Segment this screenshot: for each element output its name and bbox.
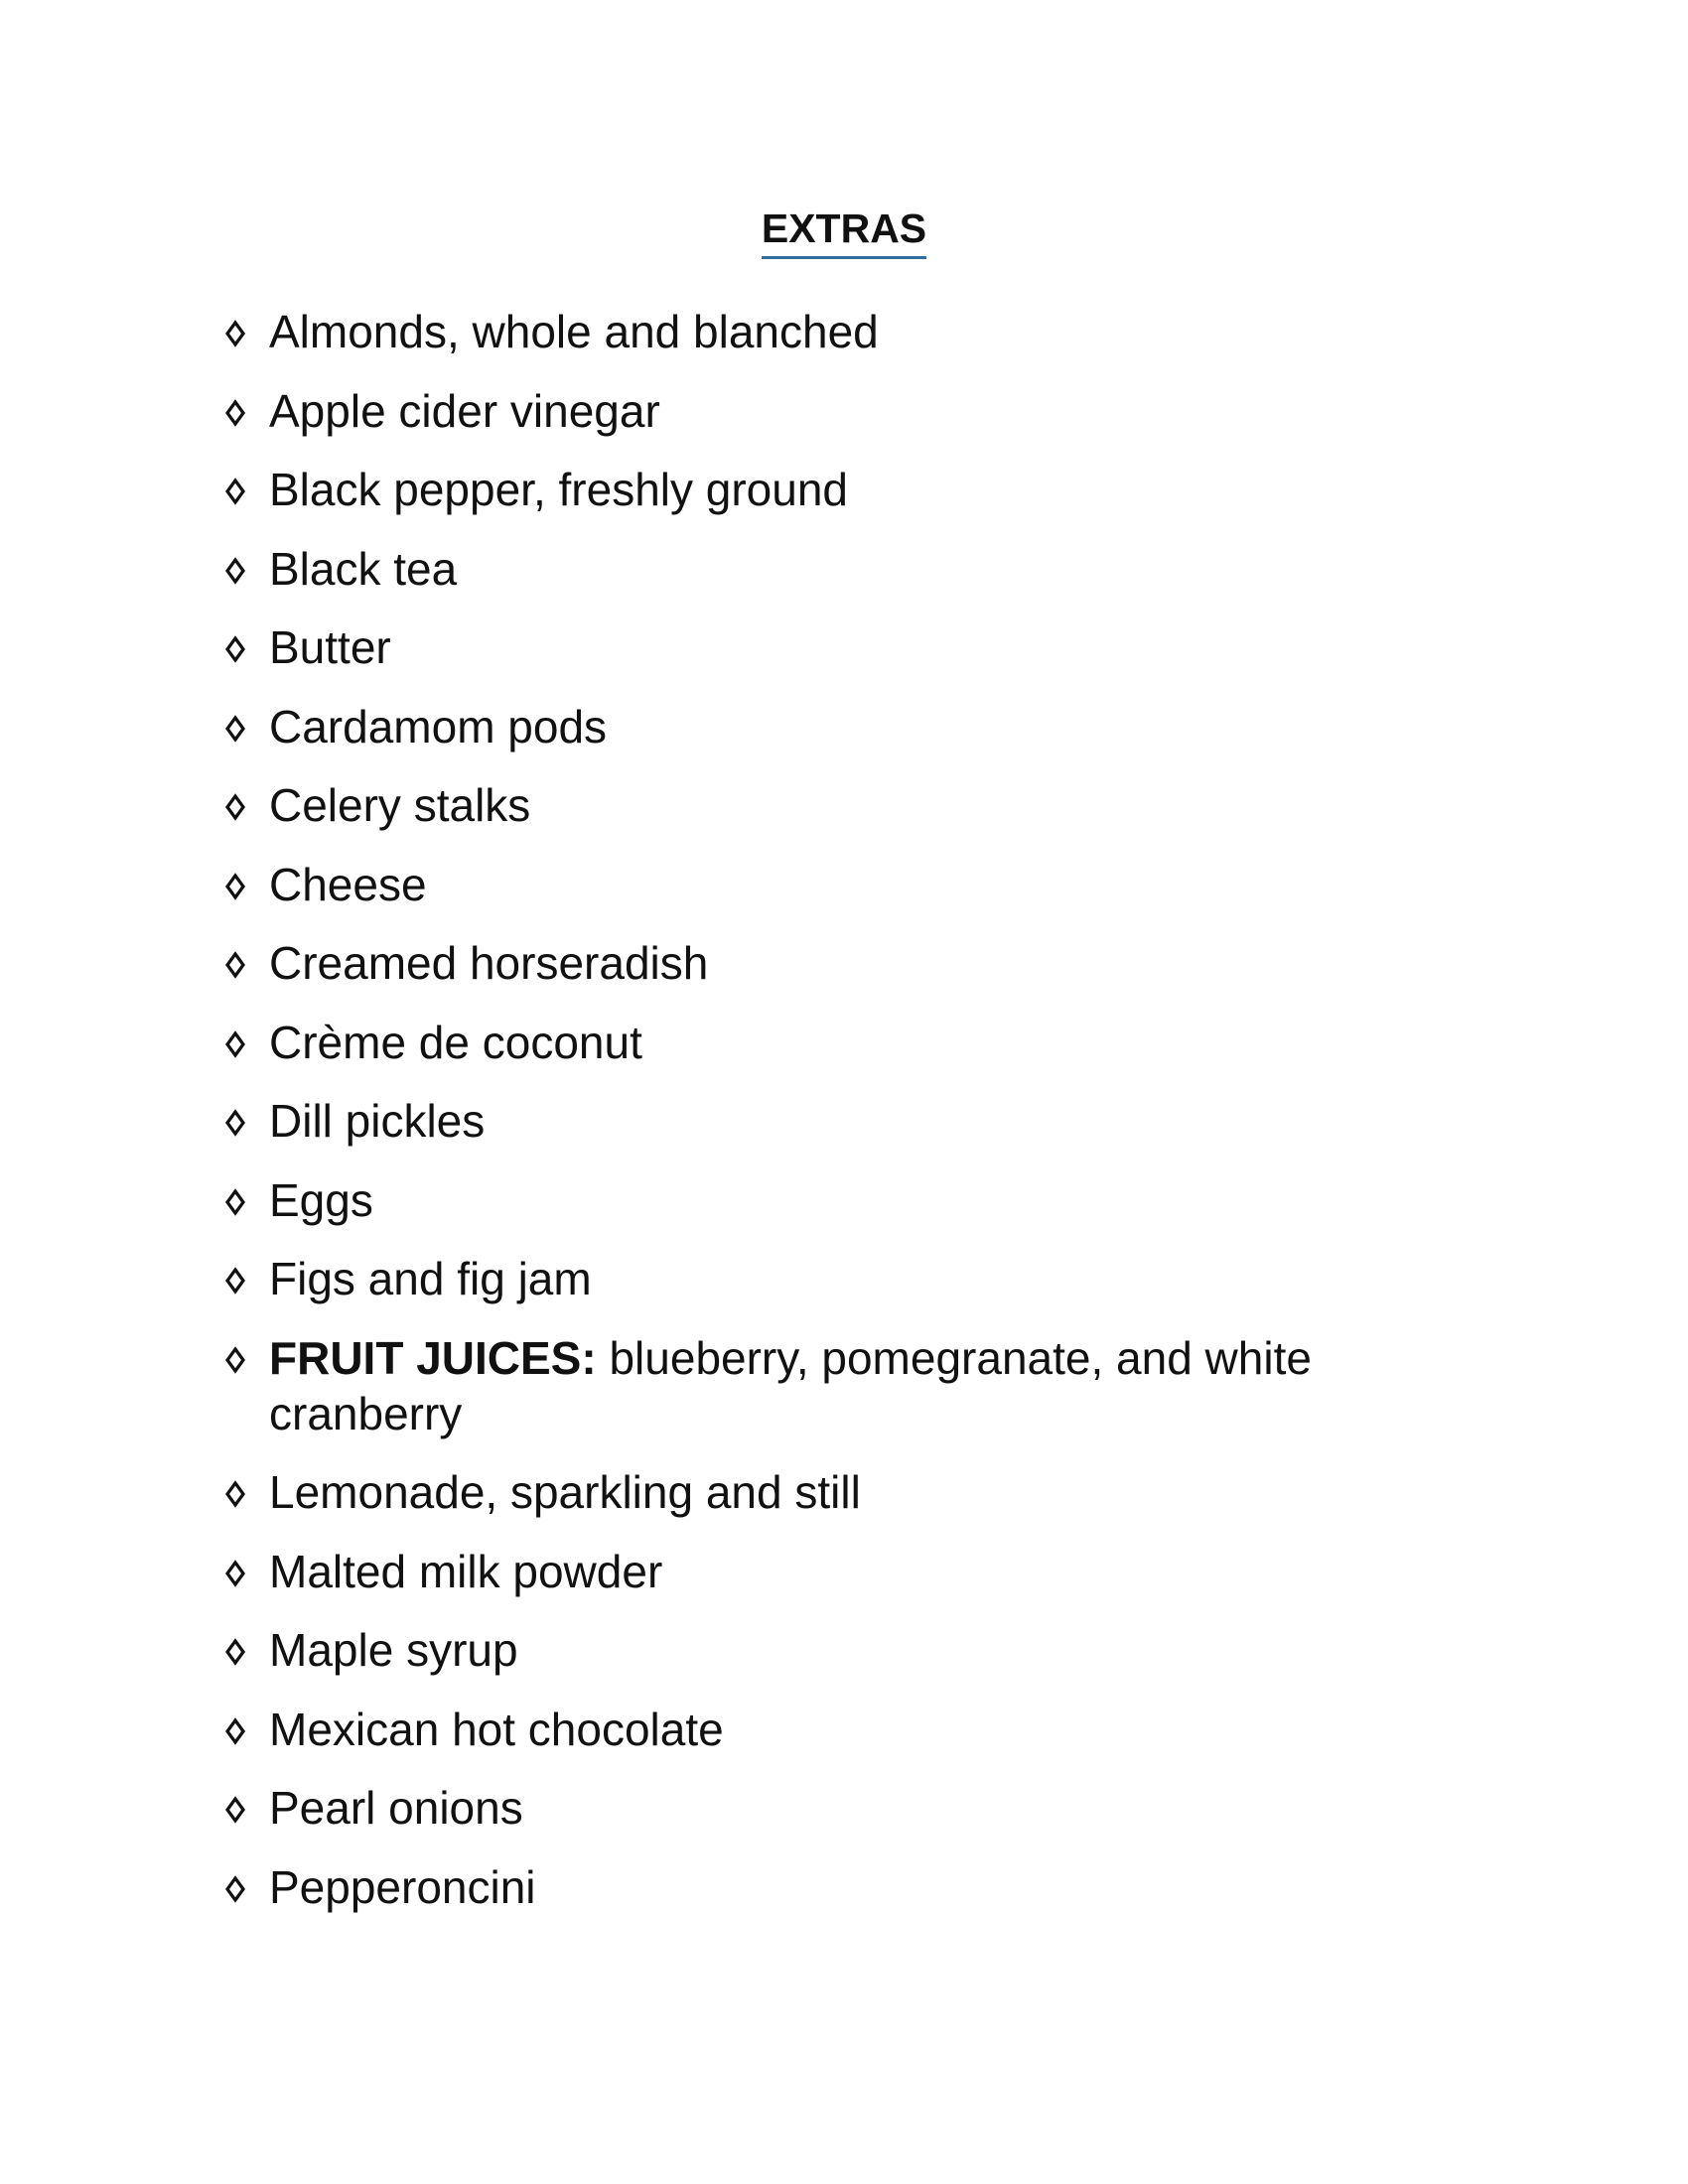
diamond-bullet-icon (224, 1188, 246, 1216)
item-text: Black tea (269, 542, 458, 595)
item-text: Maple syrup (269, 1624, 518, 1676)
list-item (224, 1330, 1446, 1441)
item-text: Cardamom pods (269, 700, 608, 752)
list-item (224, 777, 1446, 833)
item-text: Dill pickles (269, 1095, 486, 1147)
list-item (224, 935, 1446, 991)
item-lead: FRUIT JUICES: (269, 1331, 597, 1384)
diamond-bullet-icon (224, 557, 246, 585)
diamond-bullet-icon (224, 1109, 246, 1137)
page-title (0, 205, 1688, 259)
diamond-bullet-icon (224, 1267, 246, 1295)
item-text: Black pepper, freshly ground (269, 464, 849, 515)
diamond-bullet-icon (224, 1717, 246, 1745)
item-text: Pepperoncini (269, 1860, 536, 1913)
diamond-bullet-icon (224, 1560, 246, 1587)
diamond-bullet-icon (224, 399, 246, 427)
item-text: Celery stalks (269, 779, 531, 831)
list-item (224, 619, 1446, 675)
list-item (224, 1015, 1446, 1070)
diamond-bullet-icon (224, 1346, 246, 1374)
list-item (224, 541, 1446, 597)
list-item (224, 383, 1446, 439)
list-item (224, 1172, 1446, 1228)
item-text: Pearl onions (269, 1782, 523, 1834)
item-text: Crème de coconut (269, 1016, 642, 1068)
item-text: Eggs (269, 1173, 373, 1226)
ingredient-list (224, 304, 1446, 1938)
item-text: Creamed horseradish (269, 937, 709, 989)
list-item (224, 1702, 1446, 1757)
item-text: Malted milk powder (269, 1545, 663, 1597)
diamond-bullet-icon (224, 873, 246, 900)
diamond-bullet-icon (224, 1638, 246, 1666)
list-item (224, 1622, 1446, 1678)
item-text: Apple cider vinegar (269, 384, 660, 437)
list-item (224, 1859, 1446, 1915)
item-text: Mexican hot chocolate (269, 1703, 724, 1755)
item-text: blueberry, pomegranate, and white cranberry (269, 1331, 1312, 1439)
diamond-bullet-icon (224, 1796, 246, 1824)
list-item (224, 1093, 1446, 1149)
diamond-bullet-icon (224, 793, 246, 821)
page-title-text: EXTRAS (762, 205, 926, 259)
item-text: Butter (269, 621, 391, 673)
item-text: Lemonade, sparkling and still (269, 1466, 861, 1518)
item-text: Almonds, whole and blanched (269, 306, 879, 357)
list-item (224, 699, 1446, 754)
item-text: Figs and fig jam (269, 1253, 592, 1304)
list-item (224, 1780, 1446, 1836)
diamond-bullet-icon (224, 715, 246, 743)
diamond-bullet-icon (224, 320, 246, 347)
diamond-bullet-icon (224, 1875, 246, 1903)
diamond-bullet-icon (224, 478, 246, 505)
list-item (224, 1544, 1446, 1599)
diamond-bullet-icon (224, 1480, 246, 1508)
list-item (224, 462, 1446, 517)
list-item (224, 1251, 1446, 1306)
diamond-bullet-icon (224, 635, 246, 663)
diamond-bullet-icon (224, 1030, 246, 1058)
item-text: Cheese (269, 858, 427, 910)
list-item (224, 857, 1446, 912)
diamond-bullet-icon (224, 951, 246, 979)
list-item (224, 304, 1446, 359)
list-item (224, 1464, 1446, 1520)
